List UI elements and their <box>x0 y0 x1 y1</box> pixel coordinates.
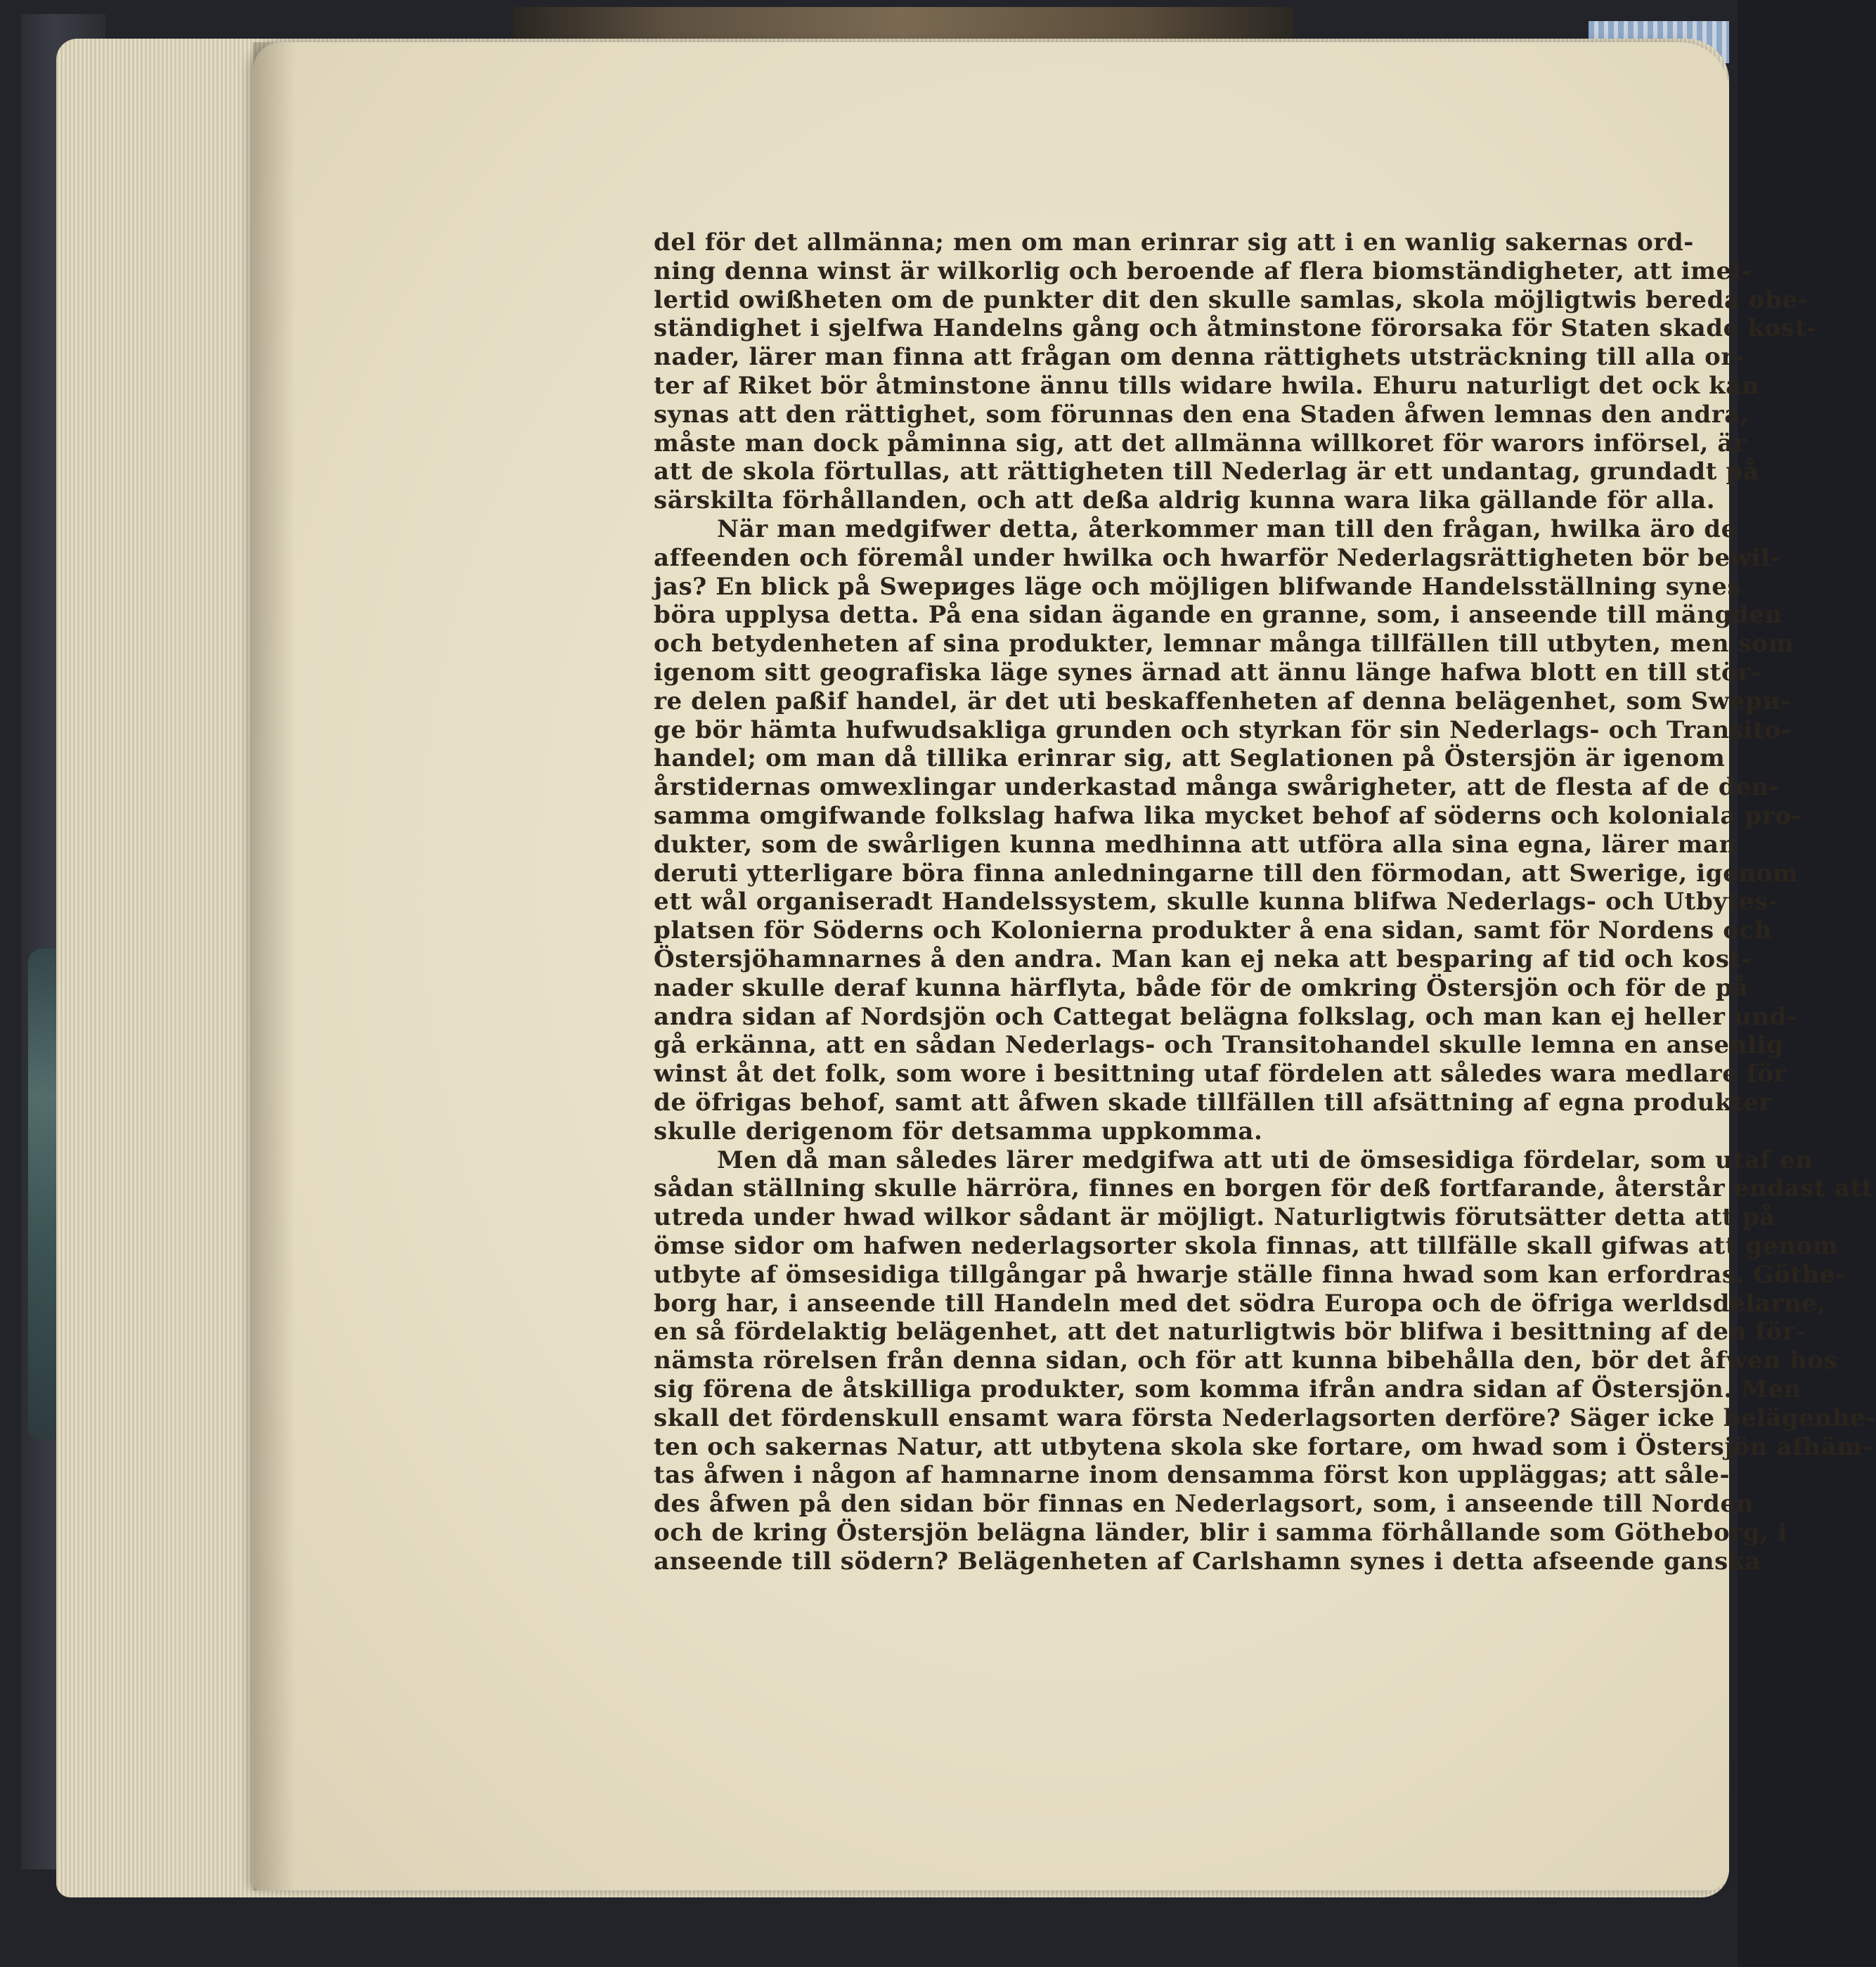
text-line: nämsta rörelsen från denna sidan, och för att kunna bibehålla den, bör det åfwen hos <box>654 1346 1838 1375</box>
text-line: att de skola förtullas, att rättigheten till Nederlag är ett undantag, grundadt på <box>654 457 1759 486</box>
text-line: utbyte af ömsesidiga tillgångar på hwarje ställe finna hwad som kan erfordras. Göthe- <box>654 1260 1846 1289</box>
text-line: lertid owißheten om de punkter dit den skulle samlas, skola möjligtwis bereda obe- <box>654 285 1809 314</box>
text-line: winst åt det folk, som wore i besittning utaf fördelen att således wara medlare för <box>654 1060 1787 1089</box>
text-line: en så fördelaktig belägenhet, att det naturligtwis bör blifwa i besittning af den för- <box>654 1318 1806 1346</box>
page-gutter-shadow <box>253 42 295 1890</box>
text-line: ett wål organiseradt Handelssystem, skulle kunna blifwa Nederlags- och Utbytes- <box>654 888 1779 916</box>
text-line: borg har, i anseende till Handeln med det södra Europa och de öfriga werldsdelarne, <box>654 1289 1827 1318</box>
text-line: utreda under hwad wilkor sådant är möjligt. Naturligtwis förutsätter detta att på <box>654 1203 1775 1232</box>
text-line: skall det fördenskull ensamt wara första Nederlagsorten derföre? Säger icke belägenhe- <box>654 1403 1876 1432</box>
text-line: tas åfwen i någon af hamnarne inom densamma först kon uppläggas; att såle- <box>654 1461 1731 1490</box>
text-line: del för det allmänna; men om man erinrar sig att i en wanlig sakernas ord- <box>654 228 1694 257</box>
text-line: de öfrigas behof, samt att åfwen skade tillfällen till afsättning af egna produkter <box>654 1089 1773 1117</box>
text-line: igenom sitt geografiska läge synes ärnad att ännu länge hafwa blott en till stör- <box>654 658 1761 687</box>
text-line: ten och sakernas Natur, att utbytena skola ske fortare, om hwad som i Östersjön afhäm- <box>654 1432 1873 1461</box>
text-line: handel; om man då tillika erinrar sig, att Seglationen på Östersjön är igenom <box>654 744 1726 773</box>
text-line: affeenden och föremål under hwilka och hwarför Nederlagsrättigheten bör bewil- <box>654 543 1781 572</box>
text-line: platsen för Söderns och Kolonierna produkter å ena sidan, samt för Nordens och <box>654 916 1773 945</box>
text-line: dukter, som de swårligen kunna medhinna att utföra alla sina egna, lärer man <box>654 830 1737 859</box>
text-line: När man medgifwer detta, återkommer man till den frågan, hwilka äro de <box>717 515 1737 543</box>
text-line: nader skulle deraf kunna härflyta, både för de omkring Östersjön och för de på <box>654 973 1749 1002</box>
text-line: särskilta förhållanden, och att deßa aldrig kunna wara lika gällande för alla. <box>654 486 1716 515</box>
text-line: deruti ytterligare böra finna anledningarne till den förmodan, att Swerige, igenom <box>654 859 1799 888</box>
text-line: andra sidan af Nordsjön och Cattegat belägna folkslag, och man kan ej heller und- <box>654 1002 1797 1031</box>
page-text <box>654 228 1876 1606</box>
text-line: samma omgifwande folkslag hafwa lika mycket behof af söderns och koloniala pro- <box>654 802 1802 830</box>
text-line: Östersjöhamnarnes å den andra. Man kan ej neka att besparing af tid och kost- <box>654 945 1752 973</box>
text-line: sådan ställning skulle härröra, finnes en borgen för deß fortfarande, återstår endast att <box>654 1174 1873 1203</box>
text-line: jas? En blick på Swериges läge och möjligen blifwande Handelsställning synes <box>654 572 1742 601</box>
text-line: sig förena de åtskilliga produkter, som komma ifrån andra sidan af Östersjön. Men <box>654 1375 1802 1403</box>
text-line: ömse sidor om hafwen nederlagsorter skola finnas, att tillfälle skall gifwas att genom <box>654 1232 1839 1260</box>
text-line: ter af Riket bör åtminstone ännu tills widare hwila. Ehuru naturligt det ock kan <box>654 372 1760 400</box>
text-line: måste man dock påminna sig, att det allmänna willkoret för warors införsel, är <box>654 429 1747 457</box>
text-line: skulle derigenom för detsamma uppkomma. <box>654 1117 1263 1145</box>
text-line: böra upplysa detta. På ena sidan ägande en granne, som, i anseende till mängden <box>654 601 1783 630</box>
text-line: årstidernas omwexlingar underkastad många swårigheter, att de flesta af de den- <box>654 773 1780 802</box>
text-line: ge bör hämta hufwudsakliga grunden och styrkan för sin Nederlags- och Transito- <box>654 715 1792 744</box>
text-line: och de kring Östersjön belägna länder, blir i samma förhållande som Götheborg, i <box>654 1519 1787 1547</box>
text-line: och betydenheten af sina produkter, lemnar många tillfällen till utbyten, men som <box>654 630 1794 658</box>
text-line: re delen paßif handel, är det uti beskaffenheten af denna belägenhet, som Swери- <box>654 687 1791 715</box>
text-line: ständighet i sjelfwa Handelns gång och åtminstone förorsaka för Staten skade kost- <box>654 314 1817 343</box>
text-line: ning denna winst är wilkorlig och beroende af flera biomständigheter, att imel- <box>654 257 1752 285</box>
text-line: nader, lärer man finna att frågan om denna rättighets utsträckning till alla or- <box>654 343 1745 372</box>
text-line: synas att den rättighet, som förunnas den ena Staden åfwen lemnas den andra, <box>654 400 1749 429</box>
text-line: des åfwen på den sidan bör finnas en Nederlagsort, som, i anseende till Norden <box>654 1490 1754 1519</box>
text-line: Men då man således lärer medgifwa att uti de ömsesidiga fördelar, som utaf en <box>717 1145 1813 1174</box>
text-line: anseende till södern? Belägenheten af Carlshamn synes i detta afseende ganska <box>654 1547 1761 1576</box>
text-line: gå erkänna, att en sådan Nederlags- och Transitohandel skulle lemna en ansenlig <box>654 1031 1784 1060</box>
